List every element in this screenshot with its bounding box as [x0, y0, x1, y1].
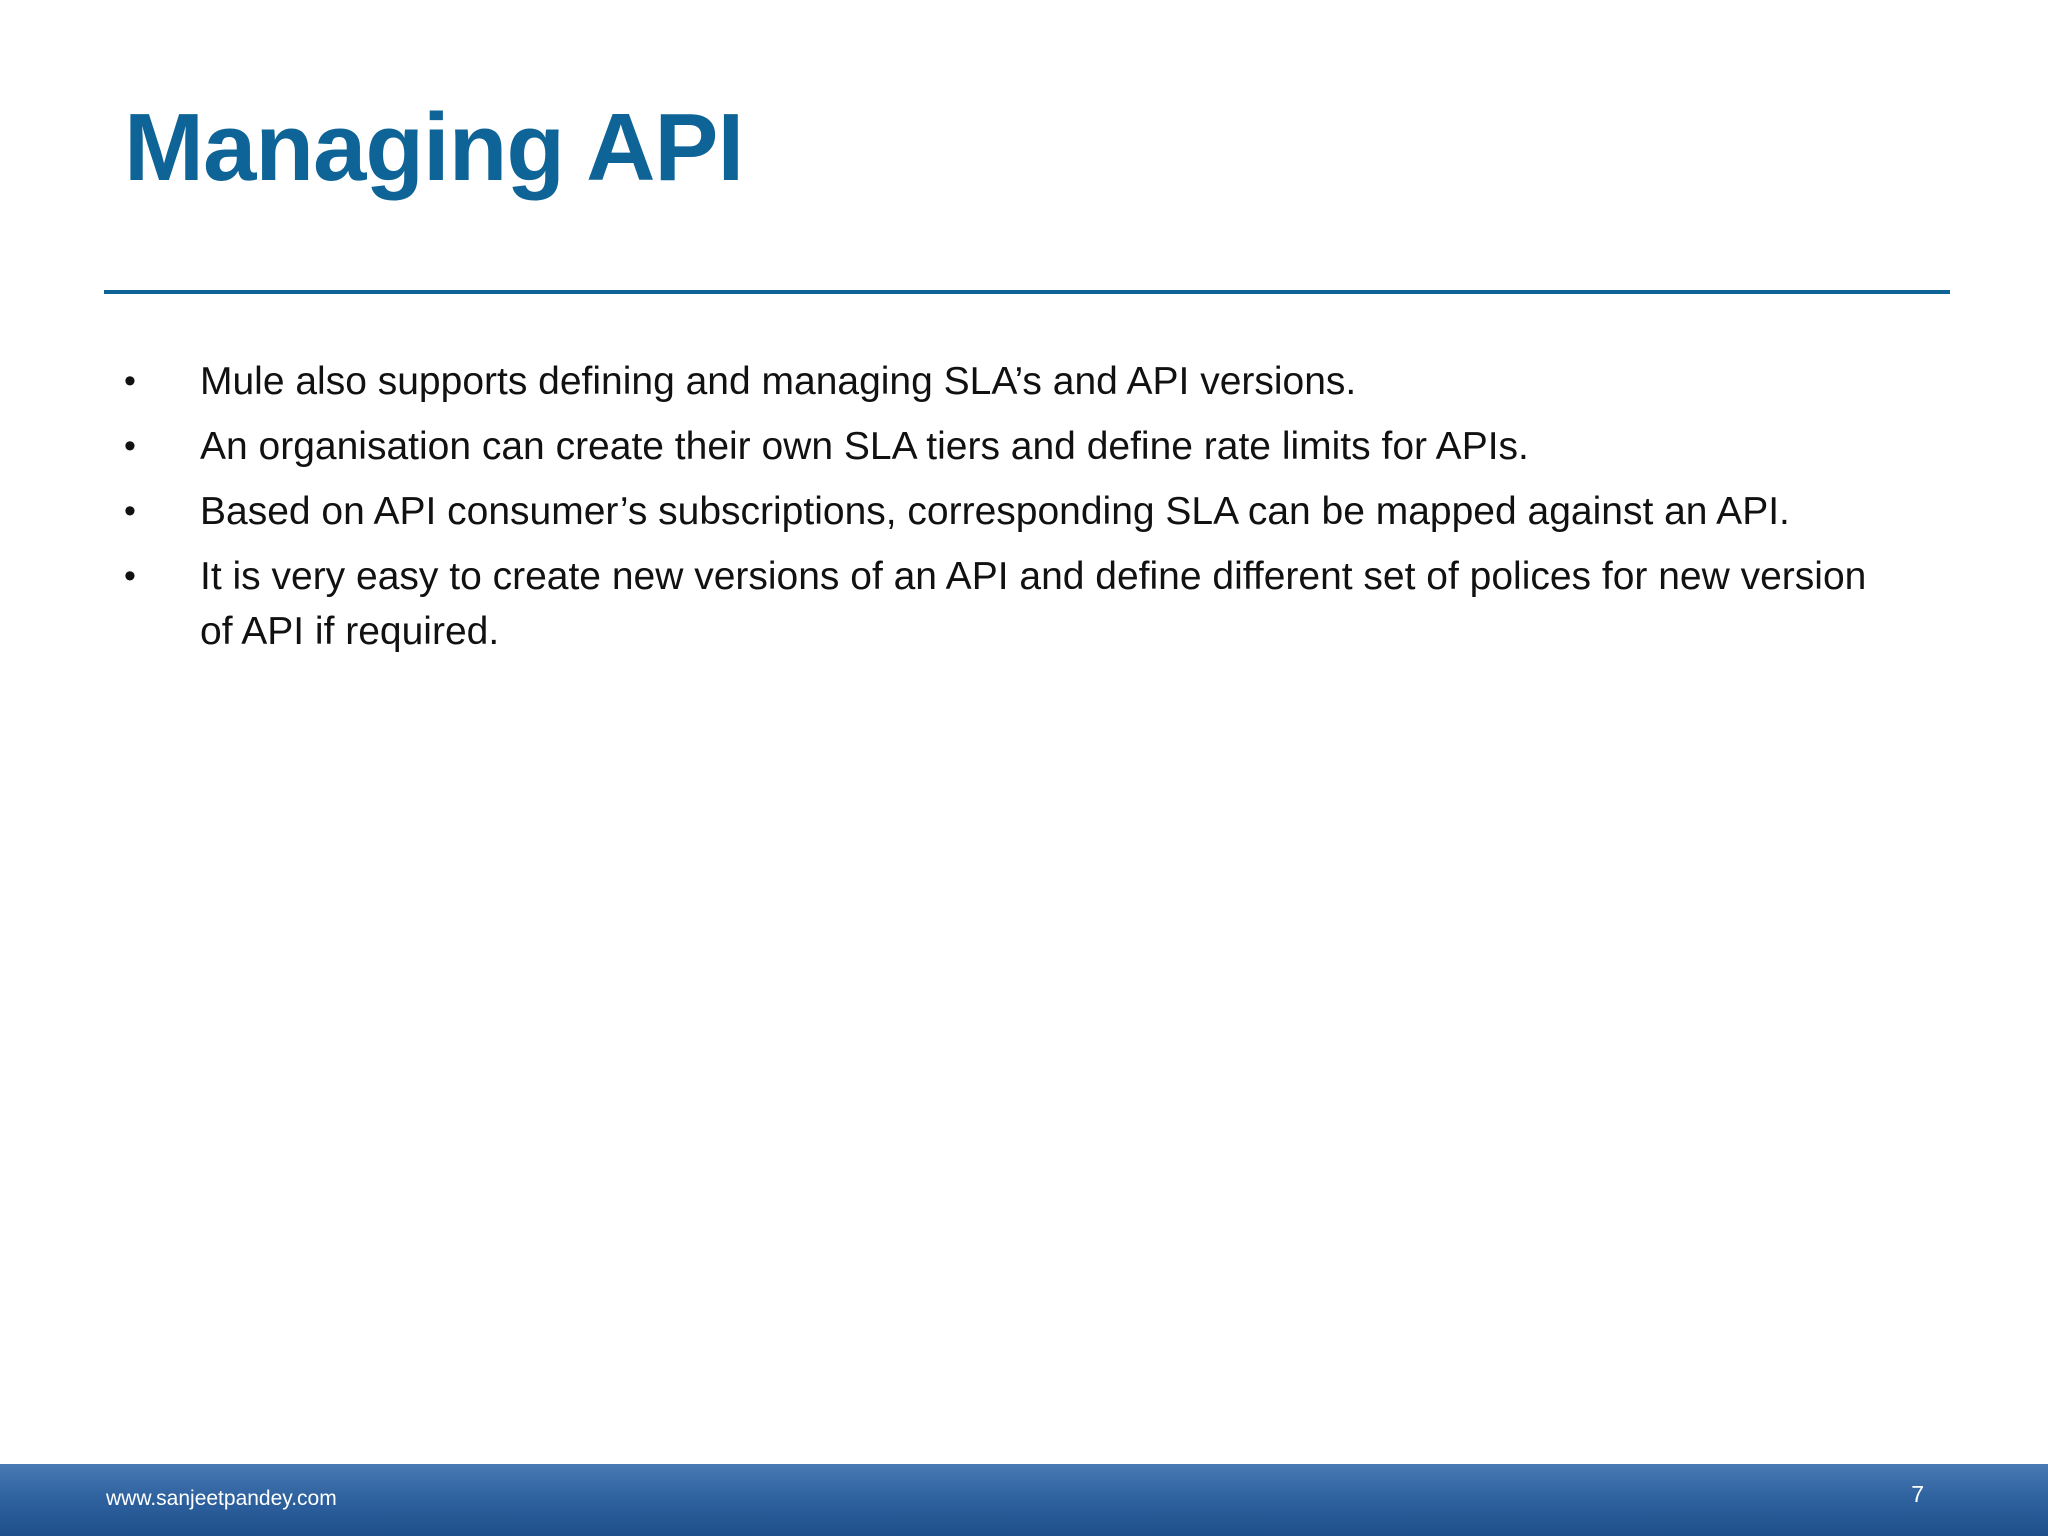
- bullet-icon: •: [124, 362, 136, 400]
- bullet-text: Based on API consumer’s subscriptions, corresponding SLA can be mapped against an API.: [200, 490, 1790, 533]
- bullet-text: It is very easy to create new versions of an API and define different set of polices for new version of API if required.: [200, 555, 1867, 653]
- footer-website: www.sanjeetpandey.com: [106, 1487, 337, 1510]
- list-item: [124, 484, 1884, 539]
- bullet-text: Mule also supports defining and managing SLA’s and API versions.: [200, 360, 1357, 403]
- list-item: [124, 549, 1884, 659]
- page-number: 7: [1911, 1481, 1924, 1507]
- slide-title: Managing API: [124, 94, 744, 201]
- bullet-icon: •: [124, 427, 136, 465]
- list-item: [124, 354, 1884, 409]
- bullet-text: An organisation can create their own SLA tiers and define rate limits for APIs.: [200, 425, 1529, 468]
- bullet-list: [124, 354, 1884, 669]
- bullet-icon: •: [124, 557, 136, 595]
- title-divider: [104, 290, 1950, 294]
- list-item: [124, 419, 1884, 474]
- bullet-icon: •: [124, 492, 136, 530]
